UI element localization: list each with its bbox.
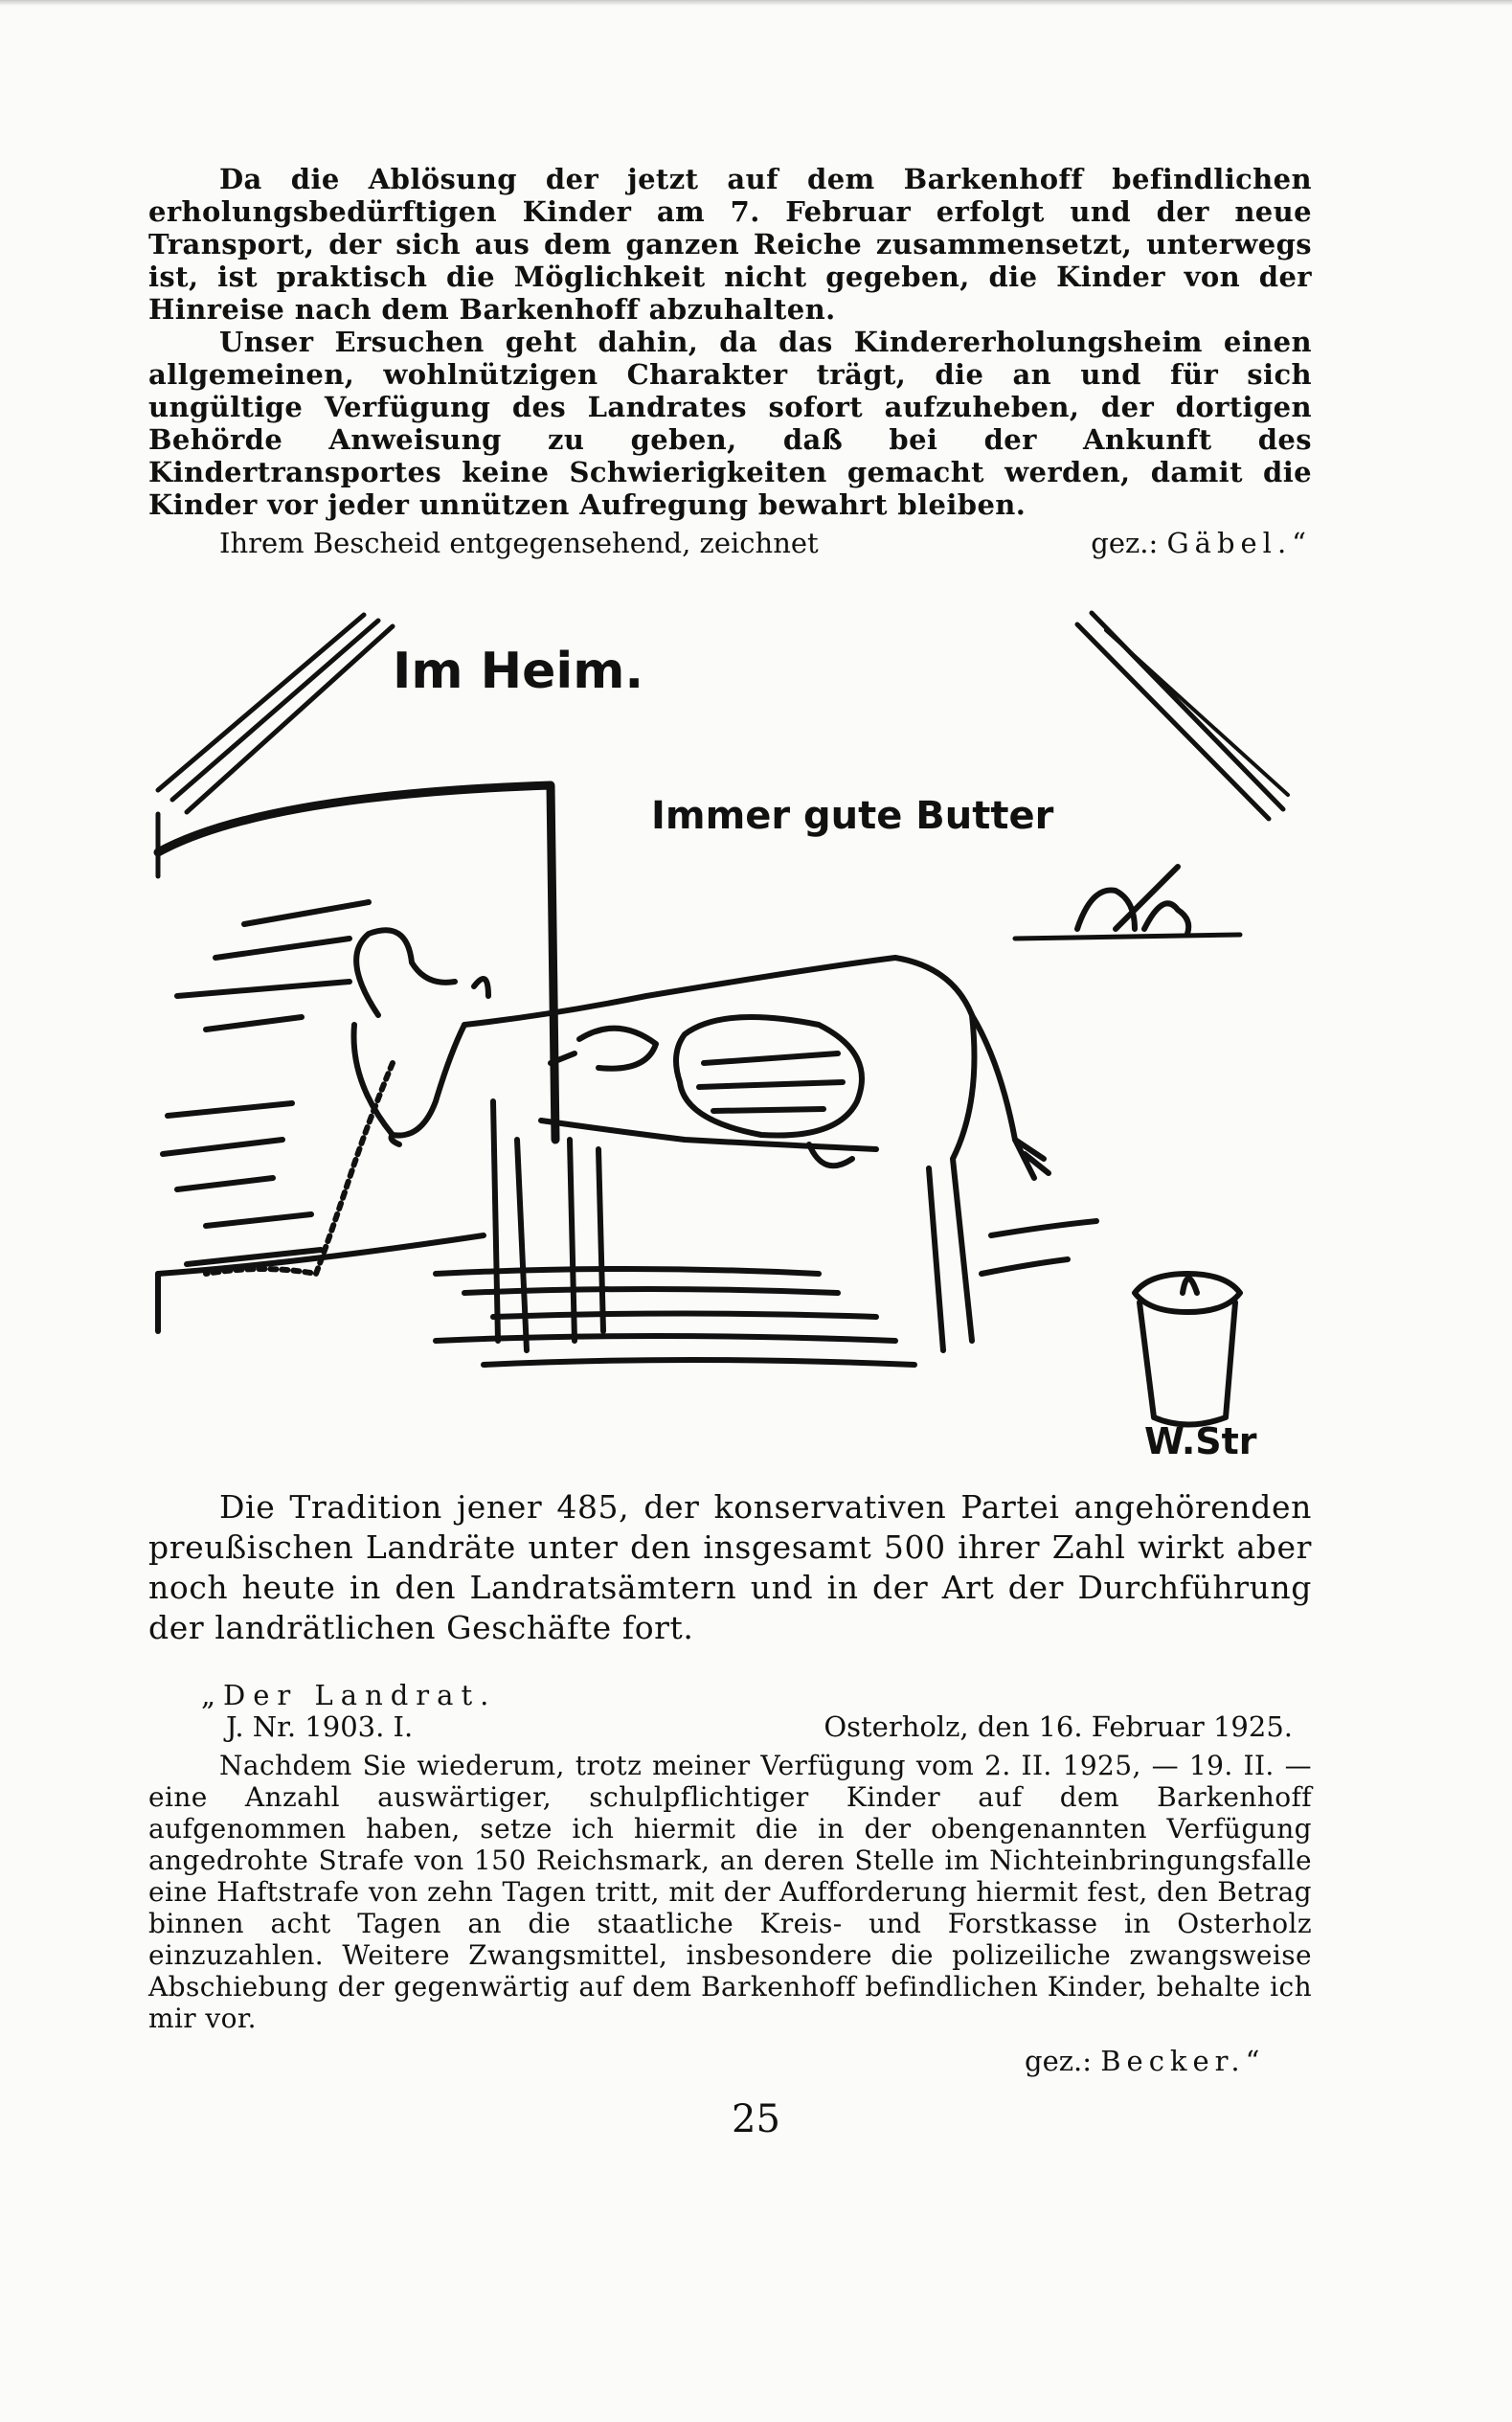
paragraph-landraete	[148, 1487, 1312, 1648]
drawing-caption-butter: Immer gute Butter	[651, 794, 1054, 838]
signature-becker	[1025, 2045, 1265, 2077]
paragraph-penalty: Nachdem Sie wiederum, trotz meiner Verfügung vom 2. II. 1925, — 19. II. — eine Anzahl auswärtiger, schulpflichtiger Kinder auf dem Barkenhoff aufgenommen haben, setze ich hiermit die in der obengenannten Verfügung angedrohte Strafe von 150 Reichsmark, an deren Stelle im Nichteinbringungsfalle eine Haftstrafe von zehn Tagen tritt, mit der Aufforderung hiermit fest, den Betrag binnen acht Tagen an die staatliche Kreis- und Forstkasse in Osterholz einzuzahlen. Weitere Zwangsmittel, insbesondere die polizeiliche zwangsweise Abschiebung der gegenwärtig auf dem Barkenhoff befindlichen Kinder, behalte ich mir vor.	[148, 1750, 1312, 2034]
letter-excerpt-gaebel	[148, 163, 1312, 521]
drawing-caption-heim: Im Heim.	[393, 643, 644, 700]
drawing-artist-mark: W.Str	[1144, 1420, 1257, 1462]
closing-text: Ihrem Bescheid entgegensehend, zeichnet	[219, 527, 819, 559]
cow-drawing-illustration	[148, 603, 1326, 1465]
signature-gaebel	[1091, 527, 1312, 559]
page-number: 25	[732, 2097, 780, 2141]
signature-name: Gäbel.“	[1166, 527, 1312, 559]
letter-excerpt-becker	[148, 1750, 1312, 2034]
place-date: Osterholz, den 16. Februar 1925.	[824, 1710, 1293, 1743]
paragraph-transport: Da die Ablösung der jetzt auf dem Barkenhoff befindlichen erholungsbedürftigen Kinder am 7. Februar erfolgt und der neue Transport, der sich aus dem ganzen Reiche zusammensetzt, unterwegs ist, ist praktisch die Möglichkeit nicht gegeben, die Kinder von der Hinreise nach dem Barkenhoff abzuhalten.	[148, 163, 1312, 326]
paragraph-request: Unser Ersuchen geht dahin, da das Kindererholungsheim einen allgemeinen, wohlnützigen Charakter trägt, die an und für sich ungültige Verfügung des Landrates sofort aufzuheben, der dortigen Behörde Anweisung zu geben, daß bei der Ankunft des Kindertransportes keine Schwierigkeiten gemacht werden, damit die Kinder vor jeder unnützen Aufregung bewahrt bleiben.	[148, 326, 1312, 521]
signature-prefix: gez.:	[1025, 2045, 1092, 2077]
signature-line-gaebel	[219, 527, 1312, 559]
scan-edge	[0, 0, 1512, 6]
signature-name: Becker.“	[1100, 2045, 1266, 2077]
letter-reference-line	[226, 1710, 1312, 1743]
signature-prefix: gez.:	[1091, 527, 1159, 559]
letter-heading-landrat: „Der Landrat.	[201, 1679, 497, 1711]
child-drawing-cow	[148, 603, 1326, 1465]
paragraph-tradition: Die Tradition jener 485, der konservativen Partei angehörenden preußischen Landräte unter den insgesamt 500 ihrer Zahl wirkt aber noch heute in den Landratsämtern und in der Art der Durchführung der landrätlichen Geschäfte fort.	[148, 1488, 1312, 1646]
reference-number: J. Nr. 1903. I.	[226, 1710, 414, 1743]
